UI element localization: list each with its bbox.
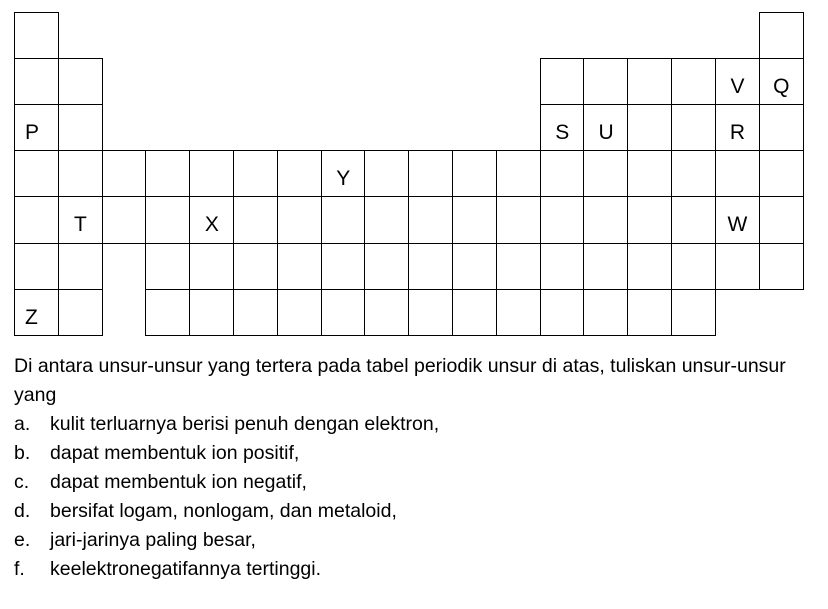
- element-symbol: Y: [336, 167, 351, 191]
- table-cell: [715, 104, 760, 152]
- item-letter: b.: [14, 442, 31, 464]
- item-text: bersifat logam, nonlogam, dan metaloid,: [50, 500, 397, 522]
- table-cell: [583, 104, 628, 152]
- table-cell: [540, 243, 585, 291]
- table-cell: [233, 150, 278, 198]
- table-cell: [671, 196, 716, 244]
- table-cell: [452, 196, 497, 244]
- question-item-a: [14, 410, 824, 439]
- element-symbol: W: [727, 213, 748, 237]
- table-cell: [277, 196, 322, 244]
- element-symbol: S: [555, 121, 570, 145]
- element-symbol: Q: [773, 75, 790, 99]
- element-symbol: V: [730, 75, 745, 99]
- table-cell: [671, 150, 716, 198]
- table-cell: [58, 243, 103, 291]
- table-cell: [759, 58, 804, 106]
- question-item-c: [14, 468, 824, 497]
- table-cell: [496, 243, 541, 291]
- table-cell: [189, 289, 234, 337]
- table-cell: [58, 196, 103, 244]
- item-letter: f.: [14, 558, 25, 580]
- question-item-f: [14, 555, 824, 584]
- table-cell: [496, 289, 541, 337]
- item-text: keelektronegatifannya tertinggi.: [50, 558, 322, 580]
- table-cell: [102, 196, 147, 244]
- table-cell: [233, 289, 278, 337]
- table-cell: [321, 289, 366, 337]
- table-cell: [277, 150, 322, 198]
- table-cell: [408, 196, 453, 244]
- table-cell: [759, 150, 804, 198]
- question-intro: Di antara unsur-unsur yang tertera pada tabel periodik unsur di atas, tuliskan unsur-unsur yang: [14, 355, 786, 406]
- table-cell: [671, 104, 716, 152]
- item-text: jari-jarinya paling besar,: [50, 529, 256, 551]
- table-cell: [145, 150, 190, 198]
- table-cell: [715, 196, 760, 244]
- table-cell: [364, 196, 409, 244]
- table-cell: [408, 289, 453, 337]
- table-cell: [102, 150, 147, 198]
- element-symbol: U: [598, 121, 614, 145]
- table-cell: [233, 243, 278, 291]
- table-cell: [14, 196, 59, 244]
- element-symbol: R: [729, 121, 746, 145]
- table-cell: [759, 12, 804, 60]
- question-block: [14, 352, 824, 584]
- table-cell: [583, 196, 628, 244]
- item-text: kulit terluarnya berisi penuh dengan elektron,: [50, 413, 440, 435]
- element-symbol: P: [25, 121, 40, 145]
- item-letter: e.: [14, 529, 31, 551]
- table-cell: [496, 196, 541, 244]
- item-text: dapat membentuk ion negatif,: [50, 471, 307, 493]
- table-cell: [627, 150, 672, 198]
- table-cell: [145, 196, 190, 244]
- table-cell: [583, 289, 628, 337]
- table-cell: [145, 289, 190, 337]
- table-cell: [58, 289, 103, 337]
- item-letter: a.: [14, 413, 31, 435]
- table-cell: [627, 196, 672, 244]
- table-cell: [14, 12, 59, 60]
- table-cell: [145, 243, 190, 291]
- item-text: dapat membentuk ion positif,: [50, 442, 300, 464]
- question-item-e: [14, 526, 824, 555]
- table-cell: [627, 58, 672, 106]
- table-cell: [321, 243, 366, 291]
- table-cell: [583, 58, 628, 106]
- table-cell: [58, 104, 103, 152]
- table-cell: [759, 104, 804, 152]
- table-cell: [671, 289, 716, 337]
- question-items: [14, 410, 824, 584]
- table-cell: [671, 243, 716, 291]
- table-cell: [627, 104, 672, 152]
- table-cell: [583, 243, 628, 291]
- table-cell: [540, 150, 585, 198]
- table-cell: [671, 58, 716, 106]
- table-cell: [364, 243, 409, 291]
- table-cell: [759, 196, 804, 244]
- element-symbol: T: [74, 213, 87, 237]
- table-cell: [14, 289, 59, 337]
- table-cell: [540, 58, 585, 106]
- table-cell: [496, 150, 541, 198]
- table-cell: [14, 150, 59, 198]
- table-cell: [540, 104, 585, 152]
- item-letter: c.: [14, 471, 30, 493]
- table-cell: [715, 58, 760, 106]
- table-cell: [408, 150, 453, 198]
- question-item-b: [14, 439, 824, 468]
- table-cell: [364, 289, 409, 337]
- table-cell: [321, 150, 366, 198]
- table-cell: [233, 196, 278, 244]
- table-cell: [14, 243, 59, 291]
- table-cell: [408, 243, 453, 291]
- table-cell: [540, 289, 585, 337]
- table-cell: [58, 150, 103, 198]
- element-symbol: X: [204, 213, 219, 237]
- table-cell: [14, 104, 59, 152]
- table-cell: [189, 243, 234, 291]
- table-cell: [277, 289, 322, 337]
- table-cell: [452, 150, 497, 198]
- table-cell: [189, 150, 234, 198]
- table-cell: [277, 243, 322, 291]
- table-cell: [627, 289, 672, 337]
- element-symbol: Z: [25, 305, 38, 329]
- table-cell: [759, 243, 804, 291]
- table-cell: [715, 150, 760, 198]
- table-cell: [14, 58, 59, 106]
- table-cell: [189, 196, 234, 244]
- table-cell: [364, 150, 409, 198]
- table-cell: [627, 243, 672, 291]
- table-cell: [452, 243, 497, 291]
- question-item-d: [14, 497, 824, 526]
- item-letter: d.: [14, 500, 31, 522]
- table-cell: [540, 196, 585, 244]
- table-cell: [58, 58, 103, 106]
- table-cell: [321, 196, 366, 244]
- table-cell: [715, 243, 760, 291]
- table-cell: [452, 289, 497, 337]
- table-cell: [583, 150, 628, 198]
